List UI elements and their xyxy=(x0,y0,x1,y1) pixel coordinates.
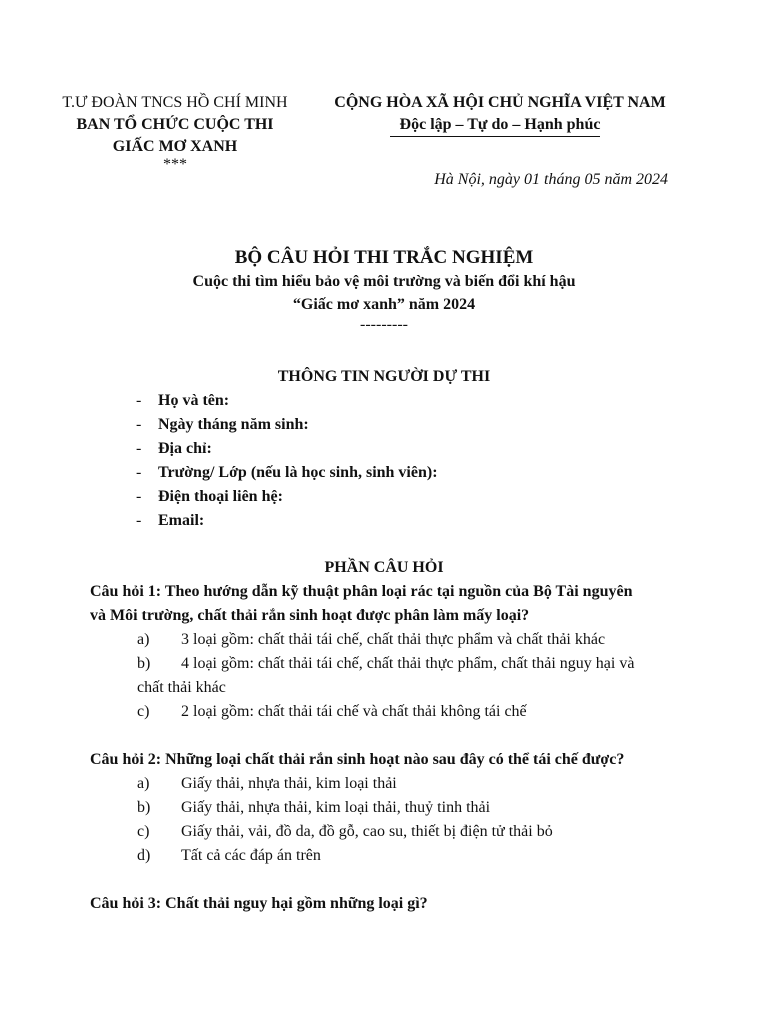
field-fullname: - Họ và tên: xyxy=(136,392,230,409)
field-email: - Email: xyxy=(136,512,205,529)
org-line-3: GIẤC MƠ XANH xyxy=(112,138,238,155)
motto-underline xyxy=(390,136,600,137)
participant-fields xyxy=(136,389,438,533)
q1-option-b: b) 4 loại gồm: chất thải tái chế, chất thải thực phẩm, chất thải nguy hại và xyxy=(137,655,635,672)
q1-option-b-continued: chất thải khác xyxy=(137,679,226,696)
country-name: CỘNG HÒA XÃ HỘI CHỦ NGHĨA VIỆT NAM xyxy=(334,94,666,111)
document-subtitle: Cuộc thi tìm hiểu bảo vệ môi trường và biến đổi khí hậu xyxy=(192,273,576,290)
q2-option-d: d) Tất cả các đáp án trên xyxy=(137,847,321,864)
participant-heading: THÔNG TIN NGƯỜI DỰ THI xyxy=(277,368,491,385)
question-3-line-1: Câu hỏi 3: Chất thải nguy hại gồm những loại gì? xyxy=(90,895,428,912)
question-1-line-2: và Môi trường, chất thải rắn sinh hoạt được phân làm mấy loại? xyxy=(90,607,530,624)
q1-option-c: c) 2 loại gồm: chất thải tái chế và chất thải không tái chế xyxy=(137,703,527,720)
date-line: Hà Nội, ngày 01 tháng 05 năm 2024 xyxy=(434,171,668,188)
field-birthdate: - Ngày tháng năm sinh: xyxy=(136,416,309,433)
motto: Độc lập – Tự do – Hạnh phúc xyxy=(399,116,601,133)
field-address: - Địa chỉ: xyxy=(136,440,212,457)
org-line-1: T.Ư ĐOÀN TNCS HỒ CHÍ MINH xyxy=(62,94,288,111)
title-divider: --------- xyxy=(360,316,408,333)
organization-block xyxy=(40,92,310,172)
national-motto-block xyxy=(320,92,680,136)
q2-option-c: c) Giấy thải, vải, đồ da, đồ gỗ, cao su, thiết bị điện tử thải bỏ xyxy=(137,823,553,840)
field-phone: - Điện thoại liên hệ: xyxy=(136,488,283,505)
document-subtitle-2: “Giấc mơ xanh” năm 2024 xyxy=(292,296,476,313)
question-1-line-1: Câu hỏi 1: Theo hướng dẫn kỹ thuật phân loại rác tại nguồn của Bộ Tài nguyên xyxy=(90,583,633,600)
field-school-class: - Trường/ Lớp (nếu là học sinh, sinh viên): xyxy=(136,464,438,481)
org-stars: *** xyxy=(163,156,187,173)
org-line-2: BAN TỔ CHỨC CUỘC THI xyxy=(76,116,274,133)
question-2-line-1: Câu hỏi 2: Những loại chất thải rắn sinh hoạt nào sau đây có thể tái chế được? xyxy=(90,751,625,768)
q1-option-a: a) 3 loại gồm: chất thải tái chế, chất thải thực phẩm và chất thải khác xyxy=(137,631,606,648)
q2-option-b: b) Giấy thải, nhựa thải, kim loại thải, thuỷ tinh thải xyxy=(137,799,491,816)
questions-heading: PHẦN CÂU HỎI xyxy=(324,559,444,576)
document-title: BỘ CÂU HỎI THI TRẮC NGHIỆM xyxy=(234,247,534,268)
q2-option-a: a) Giấy thải, nhựa thải, kim loại thải xyxy=(137,775,397,792)
